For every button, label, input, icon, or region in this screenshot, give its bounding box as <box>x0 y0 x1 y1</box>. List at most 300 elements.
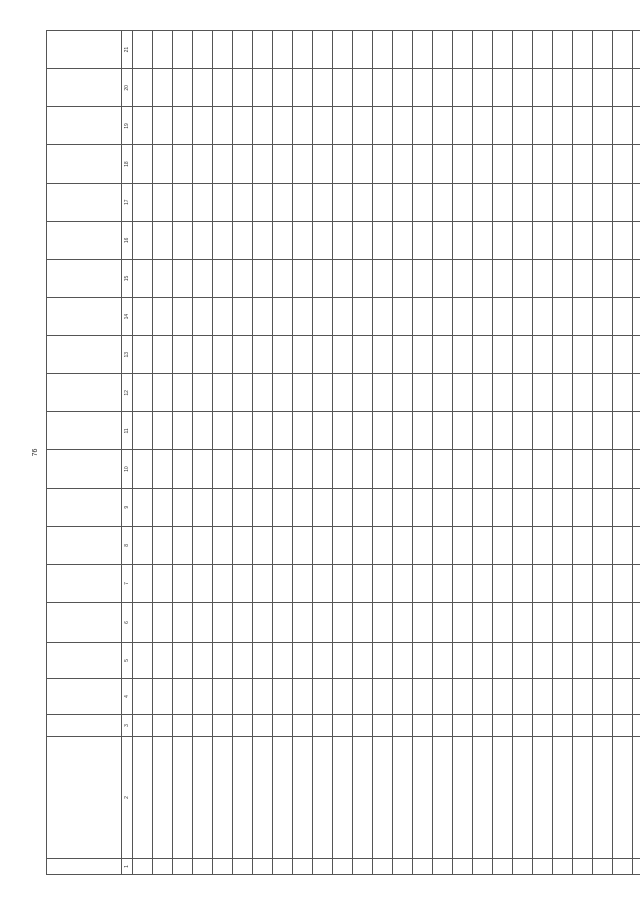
table-row <box>273 31 293 875</box>
table-cell <box>593 412 613 450</box>
table-cell <box>153 564 173 602</box>
table-cell <box>233 336 253 374</box>
table-cell <box>553 603 573 643</box>
table-cell <box>533 737 553 859</box>
table-cell <box>573 526 593 564</box>
table-cell <box>573 336 593 374</box>
table-cell <box>193 374 213 412</box>
table-cell <box>433 564 453 602</box>
table-cell <box>293 412 313 450</box>
table-cell <box>473 145 493 183</box>
table-cell <box>293 737 313 859</box>
table-cell <box>133 69 153 107</box>
table-cell <box>373 374 393 412</box>
table-cell <box>493 374 513 412</box>
table-cell <box>453 259 473 297</box>
table-cell <box>253 298 273 336</box>
table-cell <box>573 145 593 183</box>
table-cell <box>133 603 153 643</box>
table-cell <box>333 643 353 679</box>
table-cell <box>133 679 153 715</box>
table-cell <box>433 450 453 488</box>
table-cell <box>473 526 493 564</box>
table-cell <box>573 643 593 679</box>
table-cell <box>593 643 613 679</box>
table-cell <box>373 564 393 602</box>
table-cell <box>553 298 573 336</box>
header-cell <box>47 31 122 69</box>
table-cell <box>393 183 413 221</box>
table-cell <box>613 374 633 412</box>
table-cell <box>193 488 213 526</box>
table-cell <box>333 31 353 69</box>
table-cell <box>393 737 413 859</box>
table-cell <box>133 859 153 875</box>
header-cell <box>47 859 122 875</box>
table-cell <box>513 336 533 374</box>
header-cell <box>47 69 122 107</box>
table-cell <box>133 564 153 602</box>
table-cell <box>353 450 373 488</box>
table-cell <box>133 412 153 450</box>
table-cell <box>193 412 213 450</box>
table-cell <box>433 715 453 737</box>
table-cell <box>473 564 493 602</box>
table-cell <box>633 737 640 859</box>
table-cell <box>253 69 273 107</box>
table-cell <box>373 69 393 107</box>
table-cell <box>353 107 373 145</box>
table-cell <box>593 298 613 336</box>
table-cell <box>273 336 293 374</box>
table-cell <box>393 564 413 602</box>
header-cell <box>47 374 122 412</box>
table-cell <box>133 183 153 221</box>
table-cell <box>213 737 233 859</box>
header-cell <box>47 643 122 679</box>
table-cell <box>233 859 253 875</box>
table-cell <box>493 715 513 737</box>
table-cell <box>613 107 633 145</box>
table-cell <box>513 715 533 737</box>
table-cell <box>453 145 473 183</box>
table-cell <box>253 679 273 715</box>
table-cell <box>413 737 433 859</box>
table-cell <box>573 737 593 859</box>
column-number: 2 <box>122 737 133 859</box>
table-cell <box>533 859 553 875</box>
table-cell <box>253 643 273 679</box>
table-cell <box>293 859 313 875</box>
column-number: 12 <box>122 374 133 412</box>
table-cell <box>213 221 233 259</box>
column-number: 3 <box>122 715 133 737</box>
table-cell <box>613 737 633 859</box>
header-cell <box>47 298 122 336</box>
table-cell <box>133 298 153 336</box>
table-cell <box>353 31 373 69</box>
table-cell <box>233 715 253 737</box>
table-cell <box>273 183 293 221</box>
table-cell <box>193 859 213 875</box>
table-cell <box>553 526 573 564</box>
table-cell <box>313 107 333 145</box>
table-cell <box>313 69 333 107</box>
table-cell <box>533 183 553 221</box>
header-cell <box>47 737 122 859</box>
table-cell <box>433 336 453 374</box>
header-cell <box>47 107 122 145</box>
table-cell <box>373 715 393 737</box>
table-cell <box>433 374 453 412</box>
table-cell <box>373 603 393 643</box>
table-row <box>193 31 213 875</box>
table-cell <box>373 31 393 69</box>
table-cell <box>593 488 613 526</box>
table-cell <box>153 715 173 737</box>
table-cell <box>413 526 433 564</box>
table-cell <box>613 603 633 643</box>
column-number: 9 <box>122 488 133 526</box>
table-cell <box>413 564 433 602</box>
table-cell <box>273 412 293 450</box>
column-number: 8 <box>122 526 133 564</box>
table-cell <box>133 145 153 183</box>
table-cell <box>413 488 433 526</box>
table-cell <box>453 715 473 737</box>
table-cell <box>313 145 333 183</box>
table-cell <box>333 450 353 488</box>
table-cell <box>433 643 453 679</box>
table-cell <box>313 298 333 336</box>
table-cell <box>633 603 640 643</box>
table-cell <box>513 679 533 715</box>
table-cell <box>353 374 373 412</box>
table-cell <box>613 859 633 875</box>
table-cell <box>453 31 473 69</box>
table-cell <box>593 336 613 374</box>
table-cell <box>173 336 193 374</box>
table-cell <box>493 643 513 679</box>
table-cell <box>593 603 613 643</box>
header-cell <box>47 412 122 450</box>
table-cell <box>233 69 253 107</box>
table-cell <box>193 31 213 69</box>
table-cell <box>173 526 193 564</box>
table-row <box>553 31 573 875</box>
table-cell <box>613 564 633 602</box>
table-cell <box>633 715 640 737</box>
table-cell <box>173 643 193 679</box>
table-cell <box>373 412 393 450</box>
table-cell <box>513 107 533 145</box>
table-cell <box>173 259 193 297</box>
table-cell <box>473 336 493 374</box>
table-cell <box>293 259 313 297</box>
table-cell <box>213 859 233 875</box>
table-cell <box>213 450 233 488</box>
table-cell <box>153 643 173 679</box>
column-number: 20 <box>122 69 133 107</box>
table-cell <box>633 859 640 875</box>
table-cell <box>573 107 593 145</box>
table-cell <box>573 298 593 336</box>
table-cell <box>413 69 433 107</box>
table-cell <box>453 412 473 450</box>
table-cell <box>333 259 353 297</box>
table-cell <box>333 412 353 450</box>
table-row <box>473 31 493 875</box>
table-cell <box>153 488 173 526</box>
table-cell <box>313 643 333 679</box>
table-cell <box>593 715 613 737</box>
table-cell <box>293 107 313 145</box>
table-cell <box>533 526 553 564</box>
table-cell <box>293 564 313 602</box>
table-cell <box>393 526 413 564</box>
table-cell <box>273 679 293 715</box>
table-cell <box>213 412 233 450</box>
table-cell <box>513 221 533 259</box>
table-row <box>313 31 333 875</box>
column-number: 16 <box>122 221 133 259</box>
table-cell <box>253 412 273 450</box>
table-cell <box>593 259 613 297</box>
table-cell <box>633 488 640 526</box>
table-cell <box>513 526 533 564</box>
table-cell <box>313 183 333 221</box>
table-cell <box>353 412 373 450</box>
table-row <box>453 31 473 875</box>
table-cell <box>513 69 533 107</box>
table-cell <box>313 412 333 450</box>
table-cell <box>453 859 473 875</box>
table-cell <box>293 603 313 643</box>
table-cell <box>633 183 640 221</box>
table-cell <box>433 679 453 715</box>
table-cell <box>573 259 593 297</box>
table-cell <box>493 221 513 259</box>
table-cell <box>353 859 373 875</box>
table-cell <box>213 603 233 643</box>
table-cell <box>353 643 373 679</box>
table-row <box>253 31 273 875</box>
table-cell <box>413 31 433 69</box>
table-cell <box>473 643 493 679</box>
table-cell <box>153 107 173 145</box>
table-cell <box>593 107 613 145</box>
table-cell <box>393 679 413 715</box>
table-cell <box>433 488 453 526</box>
table-cell <box>613 259 633 297</box>
table-cell <box>173 31 193 69</box>
table-cell <box>613 31 633 69</box>
table-cell <box>513 183 533 221</box>
table-cell <box>473 298 493 336</box>
table-cell <box>193 336 213 374</box>
table-cell <box>253 145 273 183</box>
table-cell <box>153 526 173 564</box>
table-cell <box>233 145 253 183</box>
table-cell <box>513 298 533 336</box>
table-cell <box>493 145 513 183</box>
table-cell <box>153 145 173 183</box>
header-cell <box>47 450 122 488</box>
header-cell <box>47 183 122 221</box>
table-cell <box>133 374 153 412</box>
table-cell <box>553 374 573 412</box>
table-cell <box>393 374 413 412</box>
table-cell <box>313 450 333 488</box>
table-cell <box>633 336 640 374</box>
table-cell <box>173 859 193 875</box>
table-cell <box>393 603 413 643</box>
table-cell <box>173 450 193 488</box>
table-cell <box>353 603 373 643</box>
table-cell <box>153 183 173 221</box>
table-cell <box>333 564 353 602</box>
table-cell <box>333 374 353 412</box>
table-cell <box>213 145 233 183</box>
table-cell <box>213 526 233 564</box>
table-cell <box>493 450 513 488</box>
table-cell <box>513 643 533 679</box>
header-cell <box>47 564 122 602</box>
table-cell <box>633 31 640 69</box>
table-cell <box>533 603 553 643</box>
table-cell <box>253 450 273 488</box>
table-cell <box>313 715 333 737</box>
table-cell <box>633 412 640 450</box>
table-cell <box>273 643 293 679</box>
table-cell <box>193 526 213 564</box>
table-row <box>293 31 313 875</box>
table-cell <box>173 374 193 412</box>
table-cell <box>593 183 613 221</box>
table-cell <box>513 603 533 643</box>
table-row <box>613 31 633 875</box>
table-cell <box>293 374 313 412</box>
table-cell <box>393 488 413 526</box>
column-number: 5 <box>122 643 133 679</box>
table-cell <box>333 298 353 336</box>
document-sheet <box>30 30 625 875</box>
table-cell <box>633 221 640 259</box>
table-cell <box>433 259 453 297</box>
column-number: 15 <box>122 259 133 297</box>
table-cell <box>573 859 593 875</box>
table-cell <box>393 31 413 69</box>
table-cell <box>393 221 413 259</box>
table-cell <box>453 488 473 526</box>
table-cell <box>533 564 553 602</box>
table-cell <box>393 412 413 450</box>
table-cell <box>373 450 393 488</box>
table-cell <box>593 564 613 602</box>
table-cell <box>413 374 433 412</box>
table-cell <box>193 737 213 859</box>
table-cell <box>253 603 273 643</box>
table-cell <box>153 298 173 336</box>
table-row <box>573 31 593 875</box>
table-cell <box>493 859 513 875</box>
table-cell <box>313 221 333 259</box>
table-cell <box>433 603 453 643</box>
table-row <box>533 31 553 875</box>
table-cell <box>473 450 493 488</box>
table-cell <box>473 31 493 69</box>
table-cell <box>333 221 353 259</box>
table-cell <box>573 374 593 412</box>
table-cell <box>453 737 473 859</box>
table-cell <box>353 259 373 297</box>
table-cell <box>373 298 393 336</box>
table-cell <box>513 374 533 412</box>
table-row <box>233 31 253 875</box>
table-cell <box>173 715 193 737</box>
table-cell <box>553 564 573 602</box>
table-cell <box>213 643 233 679</box>
table-cell <box>513 259 533 297</box>
table-cell <box>313 336 333 374</box>
table-cell <box>153 259 173 297</box>
table-cell <box>373 859 393 875</box>
table-cell <box>473 859 493 875</box>
table-cell <box>253 31 273 69</box>
table-cell <box>293 31 313 69</box>
table-cell <box>613 183 633 221</box>
table-cell <box>413 603 433 643</box>
table-cell <box>593 679 613 715</box>
table-cell <box>153 603 173 643</box>
table-cell <box>353 488 373 526</box>
table-cell <box>193 183 213 221</box>
table-cell <box>413 643 433 679</box>
table-cell <box>413 298 433 336</box>
table-cell <box>353 336 373 374</box>
table-cell <box>433 526 453 564</box>
table-cell <box>293 526 313 564</box>
table-cell <box>233 221 253 259</box>
table-cell <box>413 336 433 374</box>
table-cell <box>593 526 613 564</box>
table-cell <box>293 336 313 374</box>
table-cell <box>153 31 173 69</box>
table-cell <box>393 450 413 488</box>
table-cell <box>273 488 293 526</box>
table-cell <box>333 526 353 564</box>
table-cell <box>493 526 513 564</box>
table-cell <box>273 526 293 564</box>
table-cell <box>333 183 353 221</box>
table-cell <box>633 145 640 183</box>
table-cell <box>153 450 173 488</box>
table-cell <box>613 336 633 374</box>
table-cell <box>373 145 393 183</box>
table-cell <box>573 69 593 107</box>
table-cell <box>173 183 193 221</box>
table-cell <box>333 488 353 526</box>
table-cell <box>373 221 393 259</box>
table-cell <box>413 183 433 221</box>
column-number: 6 <box>122 603 133 643</box>
table-cell <box>133 715 153 737</box>
table-cell <box>453 69 473 107</box>
table-cell <box>153 679 173 715</box>
table-cell <box>533 488 553 526</box>
table-cell <box>413 715 433 737</box>
table-cell <box>213 336 233 374</box>
